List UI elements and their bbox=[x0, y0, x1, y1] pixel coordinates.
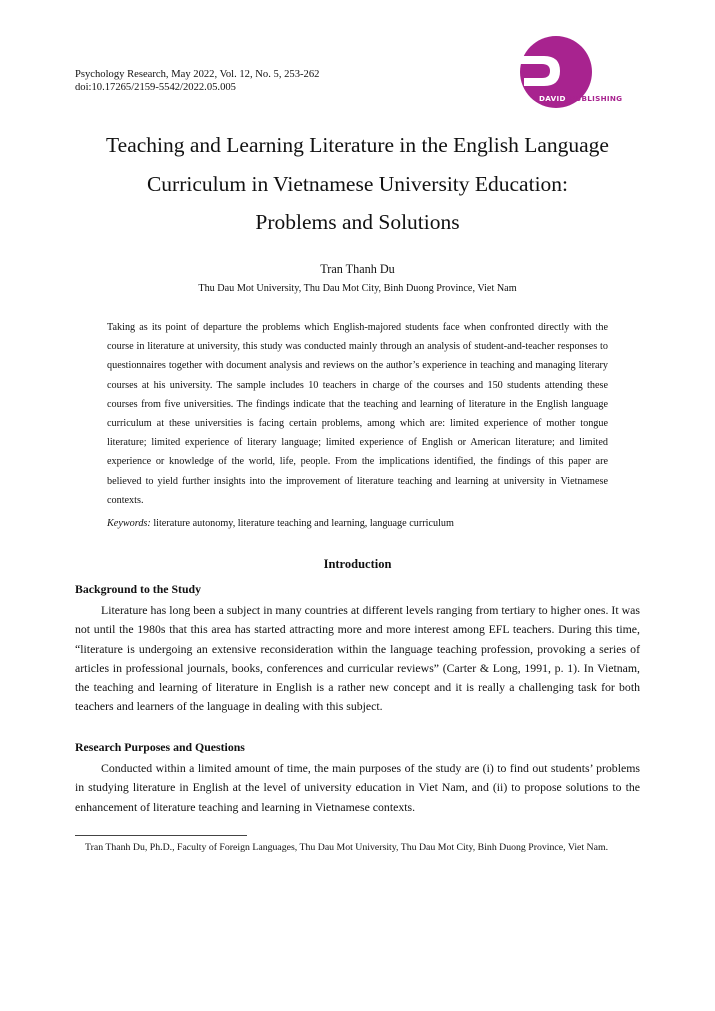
logo-wordmark bbox=[539, 94, 622, 103]
subheading-background: Background to the Study bbox=[75, 582, 201, 596]
logo-word-david: DAVID bbox=[539, 94, 566, 103]
journal-citation: Psychology Research, May 2022, Vol. 12, No. 5, 253-262 bbox=[75, 69, 320, 80]
keywords-list: literature autonomy, literature teaching and learning, language curriculum bbox=[153, 518, 454, 529]
logo-word-publishing: PUBLISHING bbox=[569, 94, 623, 103]
author-name: Tran Thanh Du bbox=[320, 262, 395, 276]
paragraph-research-purposes: Conducted within a limited amount of time, the main purposes of the study are (i) to find out students’ problems in studying literature in English at the level of university education in Viet Nam, and (ii) to propose solutions to the enhancement of literature teaching and learning in Vietnamese contexts. bbox=[75, 761, 640, 814]
journal-header bbox=[75, 68, 319, 94]
david-publishing-logo-icon bbox=[518, 56, 564, 86]
keywords bbox=[107, 518, 608, 529]
abstract: Taking as its point of departure the problems which English-majored students face when confronted directly with the course in literature at university, this study was conducted mainly through an analysis of student-and-teacher responses to questionnaires together with document analysis and reviews on the author’s experience in teaching and managing literary courses at his university. The sample includes 10 teachers in charge of the courses and 150 students attending these courses from five universities. The findings indicate that the teaching and learning of literature in the English language curriculum at these universities is facing certain problems, among which are: limited experience of mother tongue literature; limited experience of literary language; limited experience of English or American literature; and limited experience or knowledge of the world, life, people. From the implications identified, the findings of this paper are believed to yield further insights into the improvement of literature teaching and learning at university in Vietnamese contexts. bbox=[107, 322, 608, 506]
author-affiliation: Thu Dau Mot University, Thu Dau Mot City, Binh Duong Province, Viet Nam bbox=[198, 283, 517, 294]
subheading-research-purposes: Research Purposes and Questions bbox=[75, 740, 245, 754]
keywords-label: Keywords: bbox=[107, 518, 151, 529]
title-line: Curriculum in Vietnamese University Education: bbox=[146, 171, 569, 196]
doi: doi:10.17265/2159-5542/2022.05.005 bbox=[75, 82, 236, 93]
footnote-divider bbox=[75, 835, 247, 836]
paragraph-background: Literature has long been a subject in many countries at different levels ranging from tertiary to higher ones. It was not until the 1980s that this area has started attracting more and more interest among EFL teachers. During this time, “literature is undergoing an extensive reconsideration within the language teaching profession, provoking a series of articles in professional journals, books, conferences and curricular reviews” (Carter & Long, 1991, p. 1). In Vietnam, the teaching and learning of literature in English is a rather new concept and it is really a challenging task for both teachers and learners of the language in dealing with this subject. bbox=[75, 603, 640, 714]
title-line: Problems and Solutions bbox=[255, 210, 460, 234]
publisher-logo bbox=[518, 36, 648, 108]
section-heading-introduction: Introduction bbox=[323, 557, 392, 571]
title-line: Teaching and Learning Literature in the English Language bbox=[106, 133, 609, 157]
author-footnote: Tran Thanh Du, Ph.D., Faculty of Foreign Languages, Thu Dau Mot University, Thu Dau Mot City, Binh Duong Province, Viet Nam. bbox=[85, 842, 609, 853]
paper-title bbox=[60, 126, 655, 242]
